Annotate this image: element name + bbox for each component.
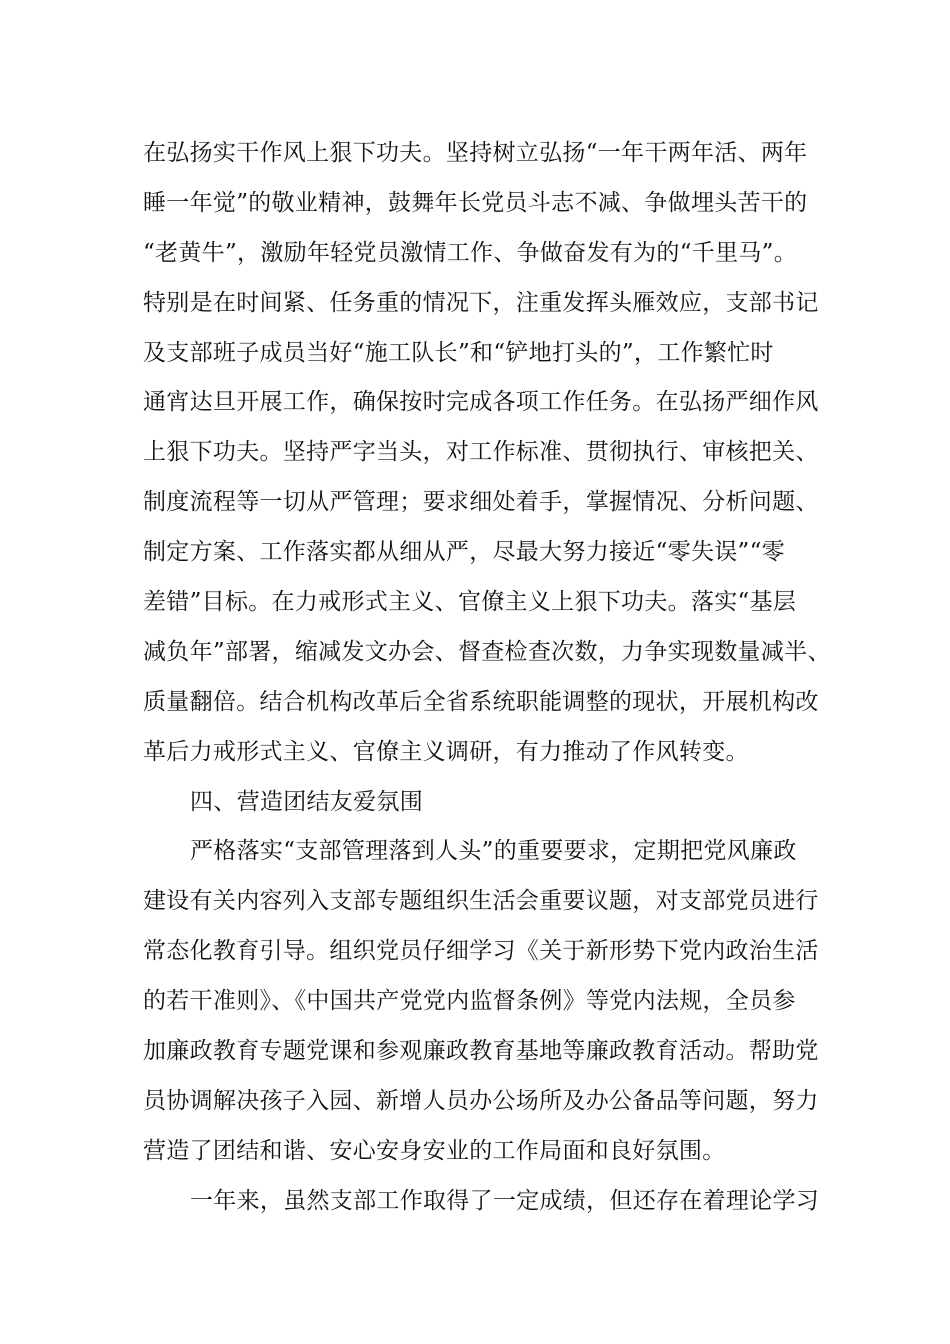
text-line: 制度流程等一切从严管理；要求细处着手，掌握情况、分析问题、 [143,489,819,516]
text-line: 营造了团结和谐、安心安身安业的工作局面和良好氛围。 [143,1137,726,1164]
text-line: 上狠下功夫。坚持严字当头，对工作标准、贯彻执行、审核把关、 [143,439,819,466]
text-line: 通宵达旦开展工作，确保按时完成各项工作任务。在弘扬严细作风 [143,389,819,416]
text-line: 的若干准则》、《中国共产党党内监督条例》等党内法规，全员参 [143,988,796,1015]
text-line: “老黄牛”，激励年轻党员激情工作、争做奋发有为的“千里马”。 [143,239,798,266]
body-text [143,129,831,1227]
text-line: 特别是在时间紧、任务重的情况下，注重发挥头雁效应，支部书记 [143,289,819,316]
text-line: 加廉政教育专题党课和参观廉政教育基地等廉政教育活动。帮助党 [143,1038,819,1065]
text-line: 差错”目标。在力戒形式主义、官僚主义上狠下功夫。落实“基层 [143,589,797,616]
text-line: 制定方案、工作落实都从细从严，尽最大努力接近“零失误”“零 [143,539,785,566]
text-line: 质量翻倍。结合机构改革后全省系统职能调整的现状，开展机构改 [143,688,819,715]
text-line: 睡一年觉”的敬业精神，鼓舞年长党员斗志不减、争做埋头苦干的 [143,189,808,216]
text-line: 减负年”部署，缩减发文办会、督查检查次数，力争实现数量减半、 [143,638,831,665]
text-line: 及支部班子成员当好“施工队长”和“铲地打头的”，工作繁忙时 [143,339,774,366]
text-line: 革后力戒形式主义、官僚主义调研，有力推动了作风转变。 [143,738,749,765]
text-line: 常态化教育引导。组织党员仔细学习《关于新形势下党内政治生活 [143,938,819,965]
text-line: 严格落实“支部管理落到人头”的重要要求，定期把党风廉政 [190,838,797,865]
text-line: 建设有关内容列入支部专题组织生活会重要议题，对支部党员进行 [143,888,819,915]
text-line: 一年来，虽然支部工作取得了一定成绩，但还存在着理论学习 [190,1187,820,1214]
section-heading: 四、营造团结友爱氛围 [190,788,423,815]
text-line: 员协调解决孩子入园、新增人员办公场所及办公备品等问题，努力 [143,1087,819,1114]
text-line: 在弘扬实干作风上狠下功夫。坚持树立弘扬“一年干两年活、两年 [143,140,808,166]
